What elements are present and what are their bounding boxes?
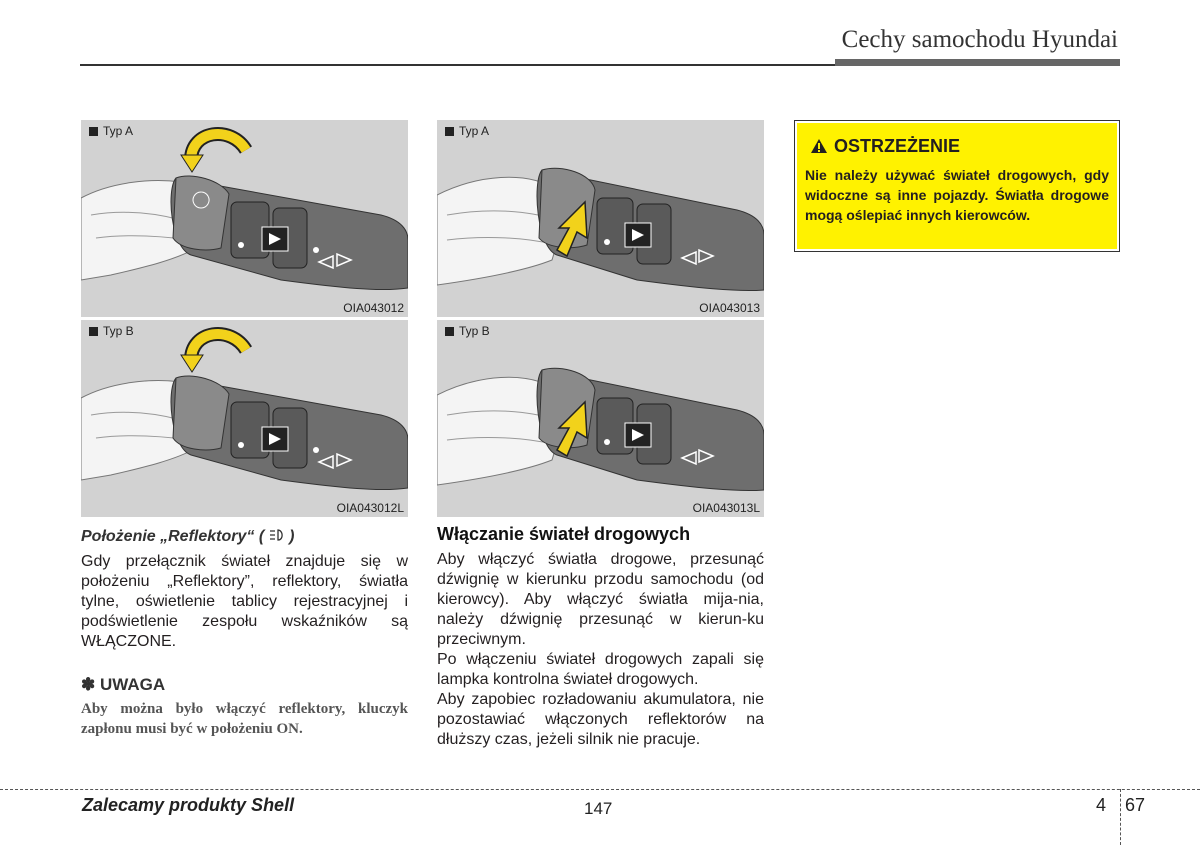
warning-title: OSTRZEŻENIE [810,136,960,157]
footer-vertical-divider [1120,789,1121,845]
figure-code: OIA043012 [343,301,404,315]
note-heading: ✽ UWAGA [81,675,166,694]
page-header-title: Cechy samochodu Hyundai [841,26,1118,53]
high-beam-body: Aby włączyć światła drogowe, przesunąć dźwignię w kierunku przodu samochodu (od kierowcy). Aby włączyć światła mija-nia, należy dźwignię przesunąć w kierun-ku przeciwnym. Po włączeniu świateł drogowych zapali się lampka kontrolna świateł drogowych. Aby zapobiec rozładowaniu akumulatora, nie pozostawiać włączonych reflektorów na dłuższy czas, jeżeli silnik nie pracuje. [437,551,764,748]
figure-headlight-type-b [81,320,408,517]
asterisk-icon: ✽ [81,675,96,694]
figure-label: Typ A [445,124,489,138]
footer-chapter-number: 4 [1096,795,1107,815]
figure-headlight-type-a [81,120,408,317]
headlights-body: Gdy przełącznik świateł znajduje się w położeniu „Reflektory”, reflektory, światła tylne, oświetlenie tablicy rejestracyjnej i podświetlenie zespołu wskaźników są WŁĄCZONE. [81,553,408,650]
footer-divider [0,789,1200,790]
figure-code: OIA043013L [692,501,760,515]
footer-page-number: 147 [584,799,613,818]
figure-high-beam-type-b [437,320,764,517]
figure-code: OIA043013 [699,301,760,315]
footer-sponsor-text: Zalecamy produkty Shell [82,795,295,815]
headlight-icon [269,528,285,542]
warning-text: Nie należy używać świateł drogowych, gdy widoczne są inne pojazdy. Światła drogowe mogą oślepiać innych kierowców. [805,167,1109,223]
figure-label: Typ A [89,124,133,138]
footer-section-page: 67 [1125,795,1146,815]
warning-triangle-icon [810,138,828,154]
header-bar [835,59,1120,66]
note-body: Aby można było włączyć reflektory, kluczyk zapłonu musi być w położeniu ON. [81,701,408,737]
section-heading-high-beam: Włączanie świateł drogowych [437,524,691,544]
stalk-illustration [81,120,408,317]
figure-high-beam-type-a [437,120,764,317]
stalk-illustration [81,320,408,517]
warning-box [794,120,1120,252]
figure-label: Typ B [89,324,134,338]
section-heading-headlights: Położenie „Reflektory“ ( ) [81,528,295,545]
figure-label: Typ B [445,324,490,338]
stalk-push-illustration [437,320,764,517]
figure-code: OIA043012L [336,501,404,515]
stalk-push-illustration [437,120,764,317]
